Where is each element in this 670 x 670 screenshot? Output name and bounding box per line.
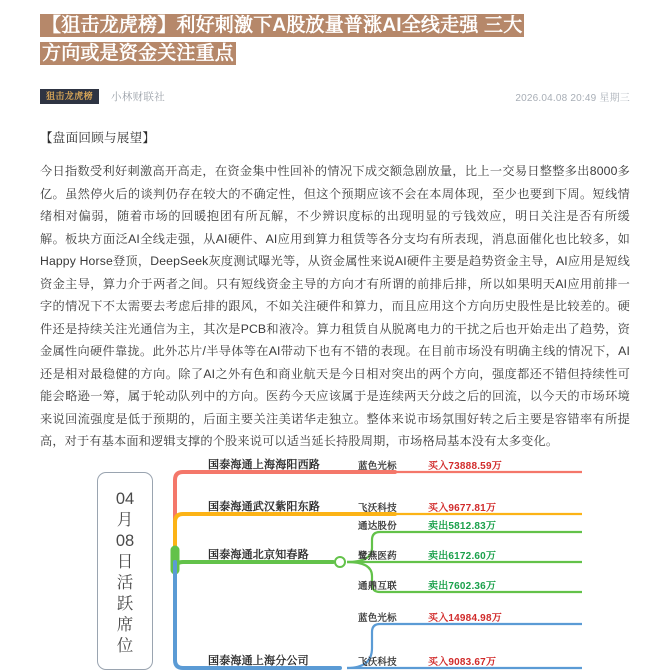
leaf-stock-name[interactable]: 蓝色光标 bbox=[358, 461, 397, 472]
root-char-3: 日 bbox=[116, 553, 134, 571]
column-tag[interactable]: 狙击龙虎榜 bbox=[40, 89, 99, 104]
root-char-5: 跃 bbox=[116, 595, 134, 613]
branch-line-green bbox=[175, 562, 333, 570]
branch-label-beijing-zhichun[interactable]: 国泰海通北京知春路 bbox=[208, 549, 309, 561]
root-char-6: 席 bbox=[116, 616, 134, 634]
leaf-trade-value: 买入9083.67万 bbox=[428, 657, 497, 668]
leaf-stock-name[interactable]: 飞沃科技 bbox=[358, 657, 397, 668]
branch-label-wuhan-ziyang[interactable]: 国泰海通武汉紫阳东路 bbox=[208, 501, 320, 513]
section-heading: 【盘面回顾与展望】 bbox=[40, 131, 156, 145]
junction-node-green[interactable] bbox=[335, 557, 345, 567]
mindmap-diagram bbox=[0, 432, 670, 670]
page-title bbox=[40, 0, 630, 68]
leaf-trade-value: 卖出5812.83万 bbox=[428, 521, 497, 532]
mindmap-root-node[interactable] bbox=[97, 472, 153, 670]
leaf-stock-name[interactable]: 通鼎互联 bbox=[358, 581, 397, 592]
root-char-0: 04 bbox=[115, 490, 135, 508]
mindmap-root-label bbox=[98, 473, 152, 657]
leaf-trade-value: 买入14984.98万 bbox=[428, 613, 502, 624]
leaf-stock-name[interactable]: 鹭燕医药 bbox=[358, 551, 397, 562]
root-char-1: 月 bbox=[116, 511, 134, 529]
branch-label-shanghai-branch[interactable]: 国泰海通上海分公司 bbox=[208, 655, 309, 667]
branch-label-shanghai-haiyang[interactable]: 国泰海通上海海阳西路 bbox=[208, 459, 320, 471]
article-body-paragraph: 今日指数受利好刺激高开高走，在资金集中性回补的情况下成交额急剧放量，比上一交易日整整多出8000多亿。虽然停火后的谈判仍存在较大的不确定性，但这个预期应该不会在本周体现，至少也要到下周。短线情绪相对偏弱，随着市场的回暖抱团有所瓦解，不少辨识度标的出现明显的亏钱效应，明日关注是否有所缓解。板块方面泛AI全线走强，从AI硬件、AI应用到算力租赁等各分支均有所表现，消息面催化也比较多，如Happy Horse登顶，DeepSeek灰度测试曝光等，从资金属性来说AI硬件主要是趋势资金主导，AI应用是短线资金主导，算力介于两者之间。只有短线资金主导的方向才有所谓的前排后排，所以如果明天AI应用前排一字的情况下不太需要去考虑后排的跟风，不如关注硬件和算力，而且应用这个方向历史股性是比较差的。硬件还是持续关注光通信为主，其次是PCB和液冷。算力租赁自从脱离电力的干扰之后也开始走出了趋势，资金属性向硬件靠拢。此外芯片/半导体等在AI带动下也有不错的表现。在目前市场没有明确主线的情况下，AI还是相对最稳健的方向。除了AI之外有色和商业航天是今日相对突出的两个方向，强度都还不错但持续性可能会略逊一筹，属于轮动队列中的方向。医药今天应该属于是连续两天分歧之后的回流，以今天的市场环境来说回流强度是低于预期的，后面主要关注美诺华走独立。整体来说市场氛围好转之后主要是容错率有所提高，对于有基本面和逻辑支撑的个股来说可以适当延长持股周期，市场格局基本没有太多变化。 bbox=[40, 164, 630, 448]
root-char-7: 位 bbox=[116, 637, 134, 655]
leaf-trade-value: 买入73888.59万 bbox=[428, 461, 502, 472]
leaf-stock-name[interactable]: 通达股份 bbox=[358, 521, 397, 532]
page-title-line-2: 方向或是资金关注重点 bbox=[42, 43, 235, 64]
leaf-trade-value: 买入9677.81万 bbox=[428, 503, 497, 514]
publish-date: 2026.04.08 20:49 星期三 bbox=[515, 92, 630, 104]
byline bbox=[40, 86, 630, 106]
author-name[interactable]: 小林财联社 bbox=[111, 90, 166, 103]
leaf-trade-value: 卖出6172.60万 bbox=[428, 551, 497, 562]
root-char-4: 活 bbox=[116, 574, 134, 592]
leaf-trade-value: 卖出7602.36万 bbox=[428, 581, 497, 592]
leaf-stock-name[interactable]: 蓝色光标 bbox=[358, 613, 397, 624]
leaf-stock-name[interactable]: 飞沃科技 bbox=[358, 503, 397, 514]
page-title-line-1: 【狙击龙虎榜】利好刺激下A股放量普涨AI全线走强 三大 bbox=[42, 15, 523, 36]
root-char-2: 08 bbox=[115, 532, 135, 550]
